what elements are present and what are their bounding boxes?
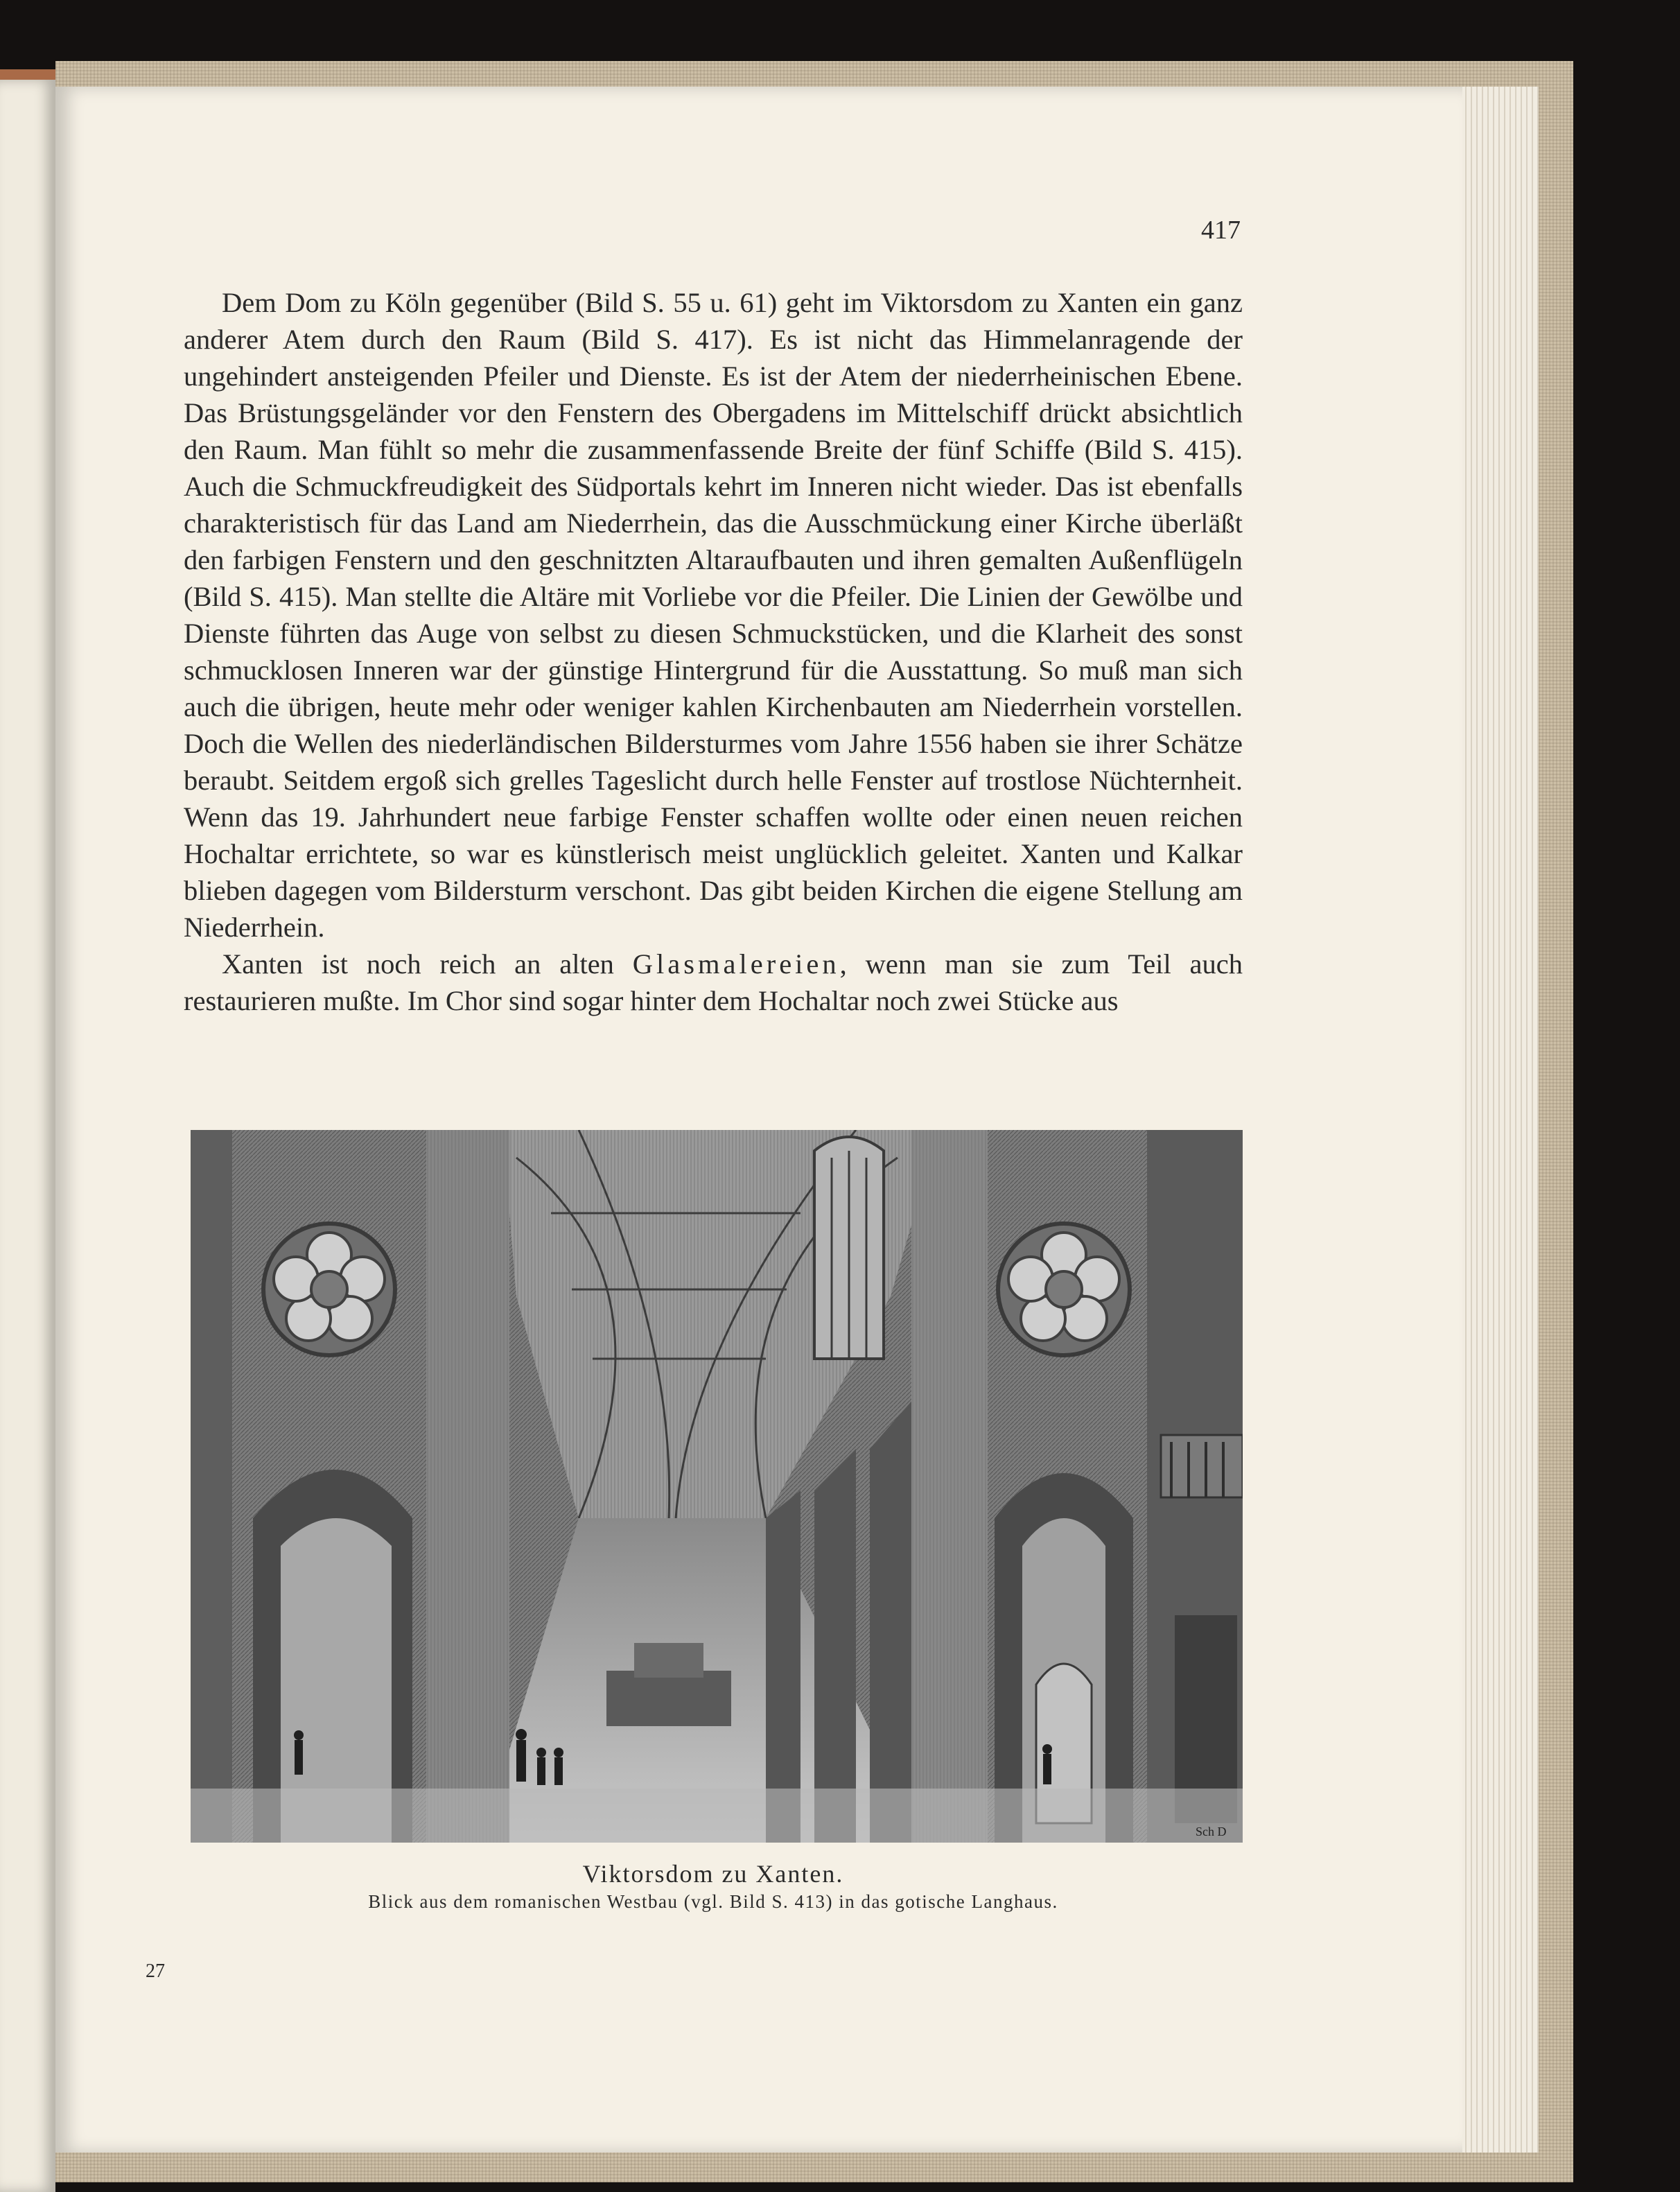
signature-number: 27 xyxy=(146,1960,165,1982)
paragraph-2-start: Xanten ist noch reich an alten xyxy=(222,948,633,980)
figure-caption-title: Viktorsdom zu Xanten. xyxy=(582,1860,844,1888)
page-stack-edges xyxy=(1455,87,1539,2152)
paragraph-2-end: , wenn man sie zum Teil auch restaurieren mußte. Im Chor sind sogar hinter dem Hochaltar noch zwei Stücke aus xyxy=(184,948,1243,1016)
page-number: 417 xyxy=(1201,216,1241,245)
engraver-mark: Sch D xyxy=(1196,1825,1227,1838)
emphasis-glasmalereien: Glasmalereien xyxy=(632,948,840,980)
body-text xyxy=(184,284,1243,1019)
engraving-illustration xyxy=(191,1130,1243,1843)
facing-page-edge xyxy=(0,80,55,2192)
cathedral-engraving xyxy=(191,1130,1243,1843)
paragraph-1: Dem Dom zu Köln gegenüber (Bild S. 55 u. 61) geht im Viktorsdom zu Xanten ein ganz anderer Atem durch den Raum (Bild S. 417). Es ist nicht das Himmelanragende der ungehindert ansteigenden Pfeiler und Dienste. Es ist der Atem der niederrheinischen Ebene. Das Brüstungsgeländer vor den Fenstern des Obergadens im Mittelschiff drückt absichtlich den Raum. Man fühlt so mehr die zusammenfassende Breite der fünf Schiffe (Bild S. 415). Auch die Schmuckfreudigkeit des Südportals kehrt im Inneren nicht wieder. Das ist ebenfalls charakteristisch für das Land am Niederrhein, das die Ausschmückung einer Kirche überläßt den farbigen Fenstern und den geschnitzten Altaraufbauten und ihren gemalten Außenflügeln (Bild S. 415). Man stellte die Altäre mit Vorliebe vor die Pfeiler. Die Linien der Gewölbe und Dienste führten das Auge von selbst zu diesen Schmuckstücken, und die Klarheit des sonst schmucklosen Inneren war der günstige Hintergrund für die Ausstattung. So muß man sich auch die übrigen, heute mehr oder weniger kahlen Kirchenbauten am Niederrhein vorstellen. Doch die Wellen des niederländischen Bildersturmes vom Jahre 1556 haben sie ihrer Schätze beraubt. Seitdem ergoß sich grelles Tageslicht durch helle Fenster auf trostlose Nüchternheit. Wenn das 19. Jahrhundert neue farbige Fenster schaffen wollte oder einen neuen reichen Hochaltar errichtete, so war es künstlerisch meist unglücklich geleitet. Xanten und Kalkar blieben dagegen vom Bildersturm verschont. Das gibt beiden Kirchen die eigene Stellung am Niederrhein. xyxy=(184,287,1243,943)
figure-caption-subtitle: Blick aus dem romanischen Westbau (vgl. Bild S. 413) in das gotische Langhaus. xyxy=(368,1891,1058,1912)
paragraph-2 xyxy=(184,946,1243,1019)
